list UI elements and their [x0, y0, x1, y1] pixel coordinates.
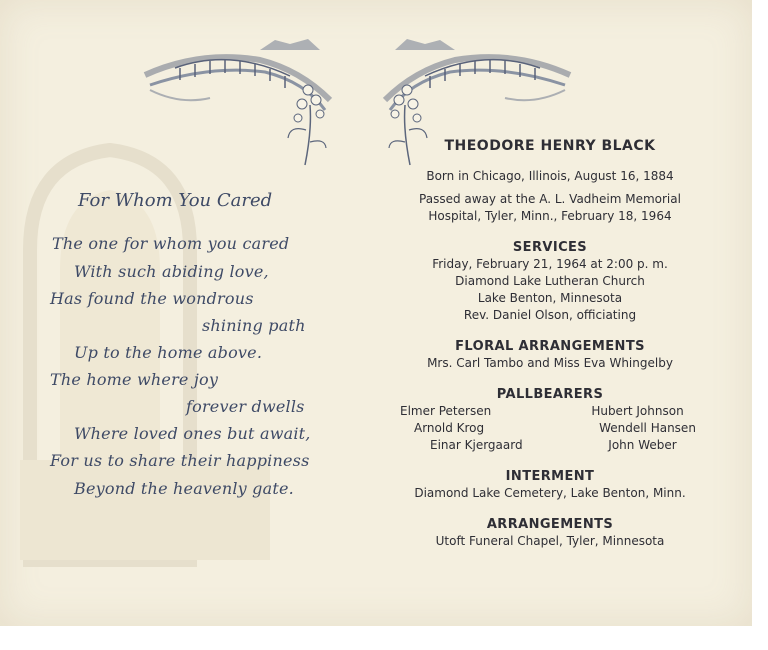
pallbearers-heading: PALLBEARERS	[496, 387, 604, 402]
poem-line: Beyond the heavenly gate.	[74, 479, 294, 498]
pallbearer-name: Arnold Krog	[414, 421, 485, 435]
poem-line: forever dwells	[186, 397, 305, 416]
poem-title: For Whom You Cared	[78, 190, 273, 211]
interment-heading: INTERMENT	[505, 469, 595, 484]
bridge-flower-ornament-left	[140, 30, 340, 170]
poem-line: Up to the home above.	[74, 343, 263, 362]
pallbearer-name: John Weber	[608, 438, 677, 452]
pallbearer-name: Elmer Petersen	[400, 404, 492, 418]
poem-line: Has found the wondrous	[50, 289, 254, 308]
services-heading: SERVICES	[512, 240, 588, 255]
services-line: Friday, February 21, 1964 at 2:00 p. m.	[432, 257, 668, 271]
pallbearer-name: Einar Kjergaard	[430, 438, 523, 452]
pallbearers-list	[380, 403, 720, 454]
death-info-line2: Hospital, Tyler, Minn., February 18, 1964	[428, 209, 672, 223]
poem-line: The home where joy	[50, 370, 219, 389]
services-line: Rev. Daniel Olson, officiating	[463, 308, 637, 322]
arrangements-text: Utoft Funeral Chapel, Tyler, Minnesota	[435, 534, 665, 548]
services-line: Lake Benton, Minnesota	[477, 291, 623, 305]
services-line: Diamond Lake Lutheran Church	[455, 274, 645, 288]
floral-heading: FLORAL ARRANGEMENTS	[455, 339, 645, 354]
interment-text: Diamond Lake Cemetery, Lake Benton, Minn.	[414, 486, 686, 500]
floral-text: Mrs. Carl Tambo and Miss Eva Whingelby	[427, 356, 673, 370]
poem-line: For us to share their happiness	[50, 451, 310, 470]
poem-line: The one for whom you cared	[52, 234, 290, 253]
pallbearer-name: Hubert Johnson	[591, 404, 684, 418]
poem-line: With such abiding love,	[74, 262, 269, 281]
poem-line: Where loved ones but await,	[74, 424, 311, 443]
deceased-name: THEODORE HENRY BLACK	[444, 138, 656, 154]
arrangements-heading: ARRANGEMENTS	[486, 517, 614, 532]
death-info-line1: Passed away at the A. L. Vadheim Memorial	[419, 192, 681, 206]
poem-line: shining path	[202, 316, 306, 335]
birth-info: Born in Chicago, Illinois, August 16, 1884	[426, 169, 674, 183]
pallbearer-name: Wendell Hansen	[599, 421, 696, 435]
obituary-details	[380, 138, 720, 550]
